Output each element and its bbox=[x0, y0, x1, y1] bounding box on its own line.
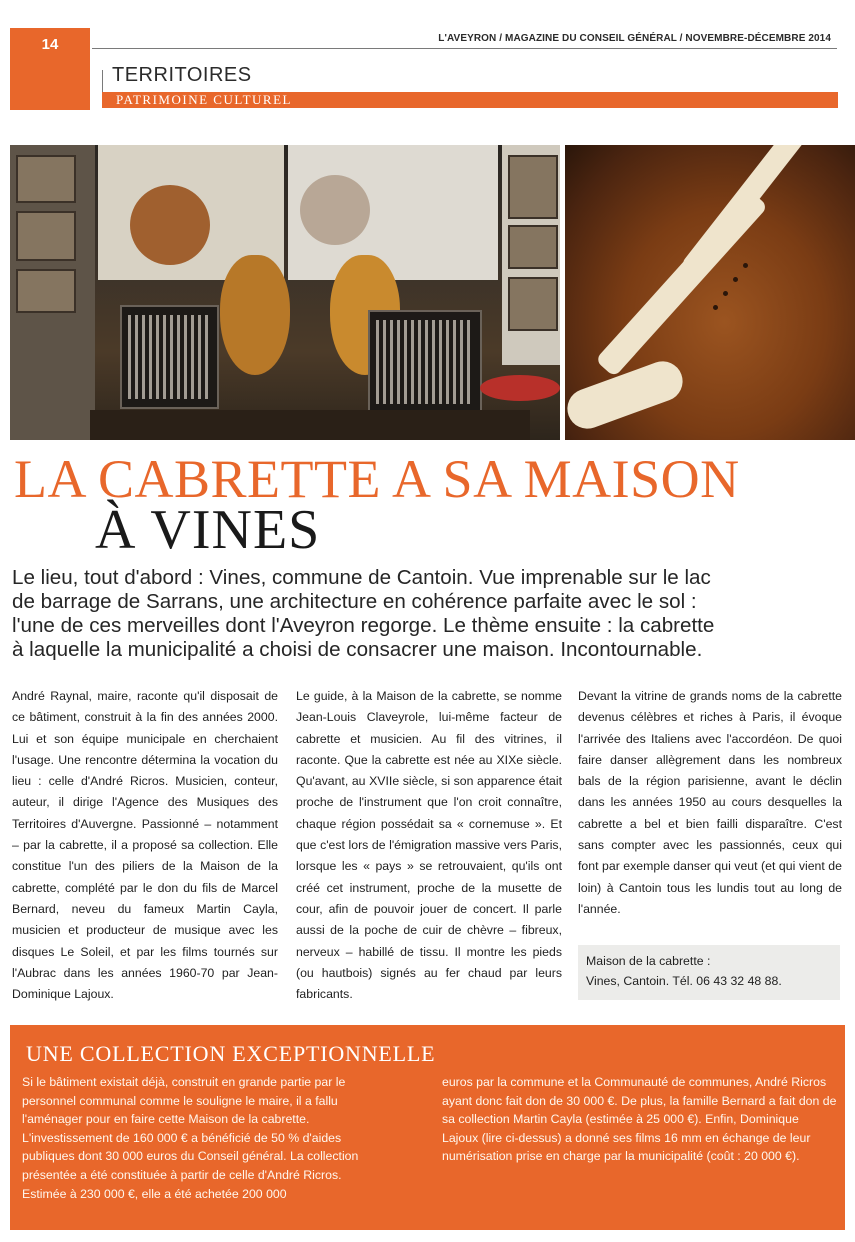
accordion bbox=[368, 310, 482, 414]
page-number: 14 bbox=[10, 28, 90, 110]
finger-hole bbox=[743, 263, 748, 268]
musician-figure bbox=[130, 185, 210, 265]
photo-frame bbox=[508, 225, 558, 269]
sidebar-title: UNE COLLECTION EXCEPTIONNELLE bbox=[26, 1041, 436, 1066]
contact-info-box bbox=[578, 945, 840, 1000]
cabrette-bell bbox=[565, 356, 688, 435]
finger-hole bbox=[713, 305, 718, 310]
photo-frame bbox=[16, 211, 76, 261]
accordion bbox=[120, 305, 219, 409]
section-subtitle: PATRIMOINE CULTUREL bbox=[116, 92, 292, 107]
photo-frame bbox=[508, 155, 558, 219]
cabrette-instrument-photo bbox=[565, 145, 855, 440]
info-details: Vines, Cantoin. Tél. 06 43 32 48 88. bbox=[586, 974, 782, 988]
record-player bbox=[480, 375, 560, 401]
museum-display-photo bbox=[10, 145, 560, 440]
body-column-1: André Raynal, maire, raconte qu'il disposait de ce bâtiment, construit à la fin des années 2000. Lui et son équipe municipale en cherchaient l'usage. Une rencontre détermina la vocation du lieu : celle d'André Ricros. Musicien, conteur, auteur, il dirige l'Agence des Musiques des Territoires d'Auvergne. Passionné – notamment – par la cabrette, il a proposé sa collection. Elle constitue l'un des piliers de la Maison de la cabrette, complété par le don du fils de Marcel Bernard, neveu du fameux Martin Cayla, musicien et producteur de musique avec les disques Le Soleil, et par les films tournés sur l'Aubrac dans les années 1960-70 par Jean-Dominique Lajoux. bbox=[12, 689, 278, 1002]
finger-hole bbox=[733, 277, 738, 282]
lede-paragraph bbox=[12, 566, 855, 662]
lede-line: l'une de ces merveilles dont l'Aveyron regorge. Le thème ensuite : la cabrette bbox=[12, 614, 715, 637]
body-column-3: Devant la vitrine de grands noms de la cabrette devenus célèbres et riches à Paris, il évoque l'arrivée des Italiens avec l'accordéon. De quoi faire danser allègrement dans les nombreux bals de la région parisienne, avant le déclin dans les années 1950 au cours desquelles la cabrette a bel et bien failli disparaître. C'est sans compter avec les passionnés, ceux qui font par exemple danser qui veut (et qui vient de loin) à Cantoin tous les lundis tout au long de l'année. bbox=[578, 689, 842, 916]
lede-line: Le lieu, tout d'abord : Vines, commune de Cantoin. Vue imprenable sur le lac bbox=[12, 566, 711, 589]
photo-frame bbox=[16, 269, 76, 313]
headline-line-2: À VINES bbox=[95, 499, 321, 561]
sidebar-column-1: Si le bâtiment existait déjà, construit en grande partie par le personnel communal comme le souligne le maire, il a fallu l'aménager pour en faire cette Maison de la cabrette. L'investissement de 160 000 € a bénéficié de 50 % d'aides publiques dont 30 000 euros du Conseil général. La collection présentée a été constituée à partir de celle d'André Ricros. Estimée à 230 000 €, elle a été achetée 200 000 bbox=[22, 1075, 359, 1201]
display-shelf bbox=[90, 410, 530, 440]
finger-hole bbox=[723, 291, 728, 296]
section-divider bbox=[102, 70, 103, 92]
top-rule bbox=[92, 48, 837, 49]
masthead: L'AVEYRON / MAGAZINE DU CONSEIL GÉNÉRAL / NOVEMBRE-DÉCEMBRE 2014 bbox=[438, 33, 831, 44]
photo-frame bbox=[508, 277, 558, 331]
cabrette-bag bbox=[220, 255, 290, 375]
collection-sidebar bbox=[10, 1025, 845, 1230]
lede-line: de barrage de Sarrans, une architecture en cohérence parfaite avec le sol : bbox=[12, 590, 697, 613]
cabrette-drone bbox=[595, 189, 768, 377]
headline-line-1: LA CABRETTE A SA MAISON bbox=[14, 449, 740, 509]
sidebar-column-2: euros par la commune et la Communauté de communes, André Ricros ayant donc fait don de 30 000 €. De plus, la famille Bernard a fait don de sa collection Martin Cayla (estimée à 25 000 €). Enfin, Dominique Lajoux (lire ci-dessus) a donné ses films 16 mm en échange de leur numérisation prise en charge par la municipalité (coût : 20 000 €). bbox=[442, 1075, 837, 1164]
body-column-2: Le guide, à la Maison de la cabrette, se nomme Jean-Louis Claveyrole, lui-même facteur de cabrette et musicien. Au fil des vitrines, il raconte. Que la cabrette est née au XIXe siècle. Qu'avant, au XVIIe siècle, si son apparence était proche de l'instrument que l'on croit connaître, chaque région possédait sa « cornemuse ». Et que c'est lors de l'émigration massive vers Paris, lorsque les « pays » se retrouvaient, qu'ils ont créé cet instrument, proche de la musette de cour, afin de pouvoir jouer de concert. Il parle aussi de la poche de cuir de chèvre – fibreux, nerveux – habillé de tissu. Il montre les pieds (ou hautbois) signés au fer chaud par leurs fabricants. bbox=[296, 689, 562, 1002]
section-title: TERRITOIRES bbox=[112, 64, 252, 86]
photo-frame bbox=[16, 155, 76, 203]
info-label: Maison de la cabrette : bbox=[586, 954, 711, 968]
musician-figure bbox=[300, 175, 370, 245]
lede-line: à laquelle la municipalité a choisi de consacrer une maison. Incontournable. bbox=[12, 638, 703, 661]
